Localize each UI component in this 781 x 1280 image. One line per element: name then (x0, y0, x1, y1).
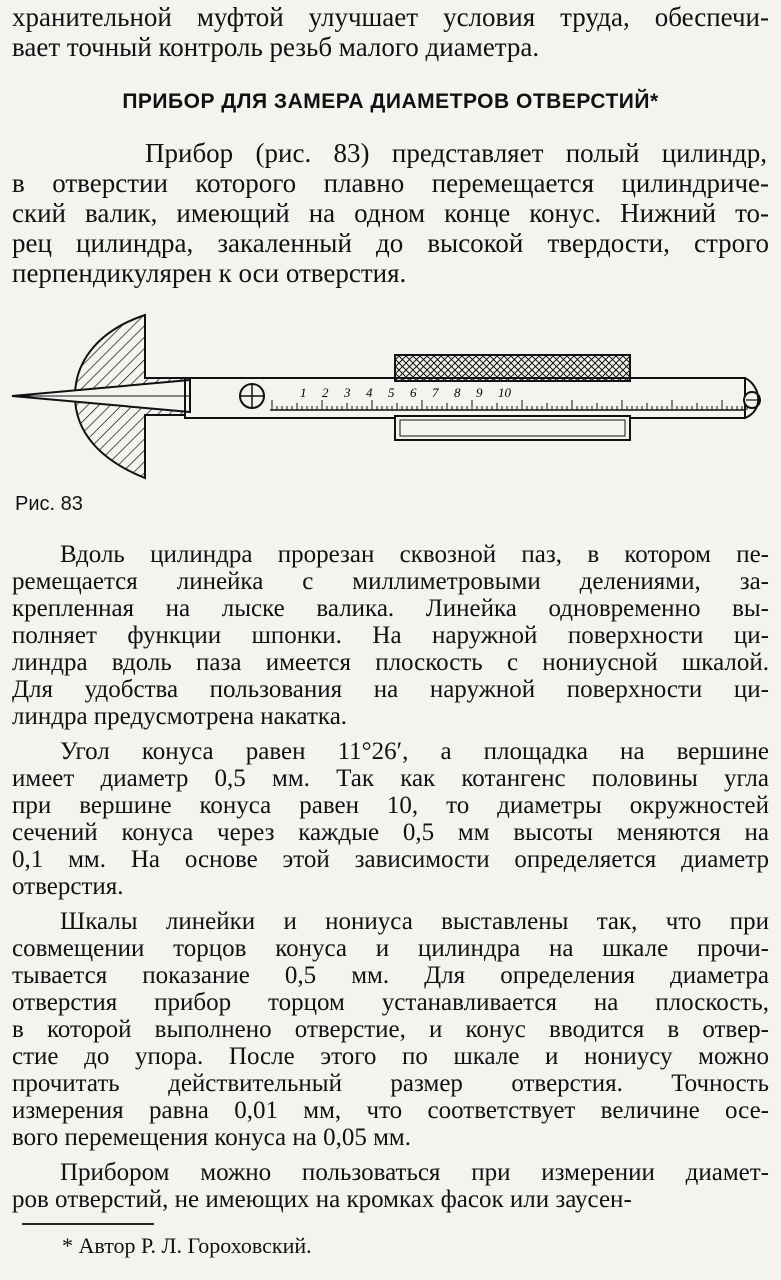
text-line: в отверстии которого плавно перемещается цилиндриче- (12, 168, 769, 198)
text-line: в которой выполнено отверстие, и конус вводится в отвер- (12, 1016, 769, 1043)
text-line: Угол конуса равен 11°26′, а площадка на вершине (60, 738, 769, 765)
text-line: ский валик, имеющий на одном конце конус. Нижний то- (12, 198, 769, 228)
scale-numbers (300, 385, 512, 400)
scale-number: 9 (476, 385, 483, 400)
text-line: 0,1 мм. На основе этой зависимости определяется диаметр (12, 846, 769, 873)
text-line: стие до упора. После этого по шкале и нониусу можно (12, 1043, 769, 1070)
text-line: имеет диаметр 0,5 мм. Так как котангенс половины угла (12, 765, 769, 792)
text-line: тывается показание 0,5 мм. Для определения диаметра (12, 962, 769, 989)
text-line: измерения равна 0,01 мм, что соответствует величине осе- (12, 1097, 769, 1124)
scale-number: 5 (388, 385, 395, 400)
scale-number: 6 (410, 385, 417, 400)
section-heading: ПРИБОР ДЛЯ ЗАМЕРА ДИАМЕТРОВ ОТВЕРСТИЙ* (122, 90, 659, 113)
text-line: ров отверстий, не имеющих на кромках фасок или заусен- (12, 1186, 632, 1213)
text-line: ремещается линейка с миллиметровыми делениями, за- (12, 568, 769, 595)
scale-number: 1 (300, 385, 307, 400)
scale-number: 4 (366, 385, 373, 400)
text-line: Прибор (рис. 83) представляет полый цилиндр, (145, 138, 767, 168)
text-line: рец цилиндра, закаленный до высокой твердости, строго (12, 228, 769, 258)
text-line: вого перемещения конуса на 0,05 мм. (12, 1124, 411, 1151)
scale-number: 10 (498, 385, 511, 400)
text-line: полняет функции шпонки. На наружной поверхности ци- (12, 622, 769, 649)
cylinder-body (185, 378, 745, 418)
footnote: * Автор Р. Л. Гороховский. (62, 1233, 312, 1258)
knurl-top (395, 355, 630, 381)
measuring-device-drawing (0, 300, 781, 480)
figure-83 (0, 300, 781, 480)
footnote-rule (22, 1223, 154, 1225)
text-line: прочитать действительный размер отверстия. Точность (12, 1070, 769, 1097)
text-line: линдра вдоль паза имеется плоскость с нониусной шкалой. (12, 649, 769, 676)
scale-number: 2 (322, 385, 329, 400)
text-line: перпендикулярен к оси отверстия. (12, 258, 407, 288)
text-line: отверстия. (12, 873, 124, 900)
ruler-ticks (272, 400, 747, 410)
text-line: крепленная на лыске валика. Линейка одновременно вы- (12, 595, 769, 622)
text-line: вает точный контроль резьб малого диаметра. (12, 32, 540, 62)
text-line: при вершине конуса равен 10, то диаметры окружностей (12, 792, 769, 819)
text-line: Шкалы линейки и нониуса выставлены так, что при (60, 908, 769, 935)
text-line: совмещении торцов конуса и цилиндра на шкале прочи- (12, 935, 769, 962)
text-line: Для удобства пользования на наружной поверхности ци- (12, 676, 769, 703)
text-line: Вдоль цилиндра прорезан сквозной паз, в котором пе- (60, 541, 769, 568)
text-line: отверстия прибор торцом устанавливается на плоскость, (12, 989, 769, 1016)
text-line: Прибором можно пользоваться при измерении диамет- (60, 1159, 769, 1186)
figure-caption: Рис. 83 (15, 493, 83, 515)
scale-number: 8 (454, 385, 461, 400)
scale-number: 7 (432, 385, 439, 400)
scale-number: 3 (344, 385, 351, 400)
text-line: сечений конуса через каждые 0,5 мм высоты меняются на (12, 819, 769, 846)
text-line: линдра предусмотрена накатка. (12, 703, 348, 730)
text-line: хранительной муфтой улучшает условия труда, обеспечи- (12, 2, 769, 32)
